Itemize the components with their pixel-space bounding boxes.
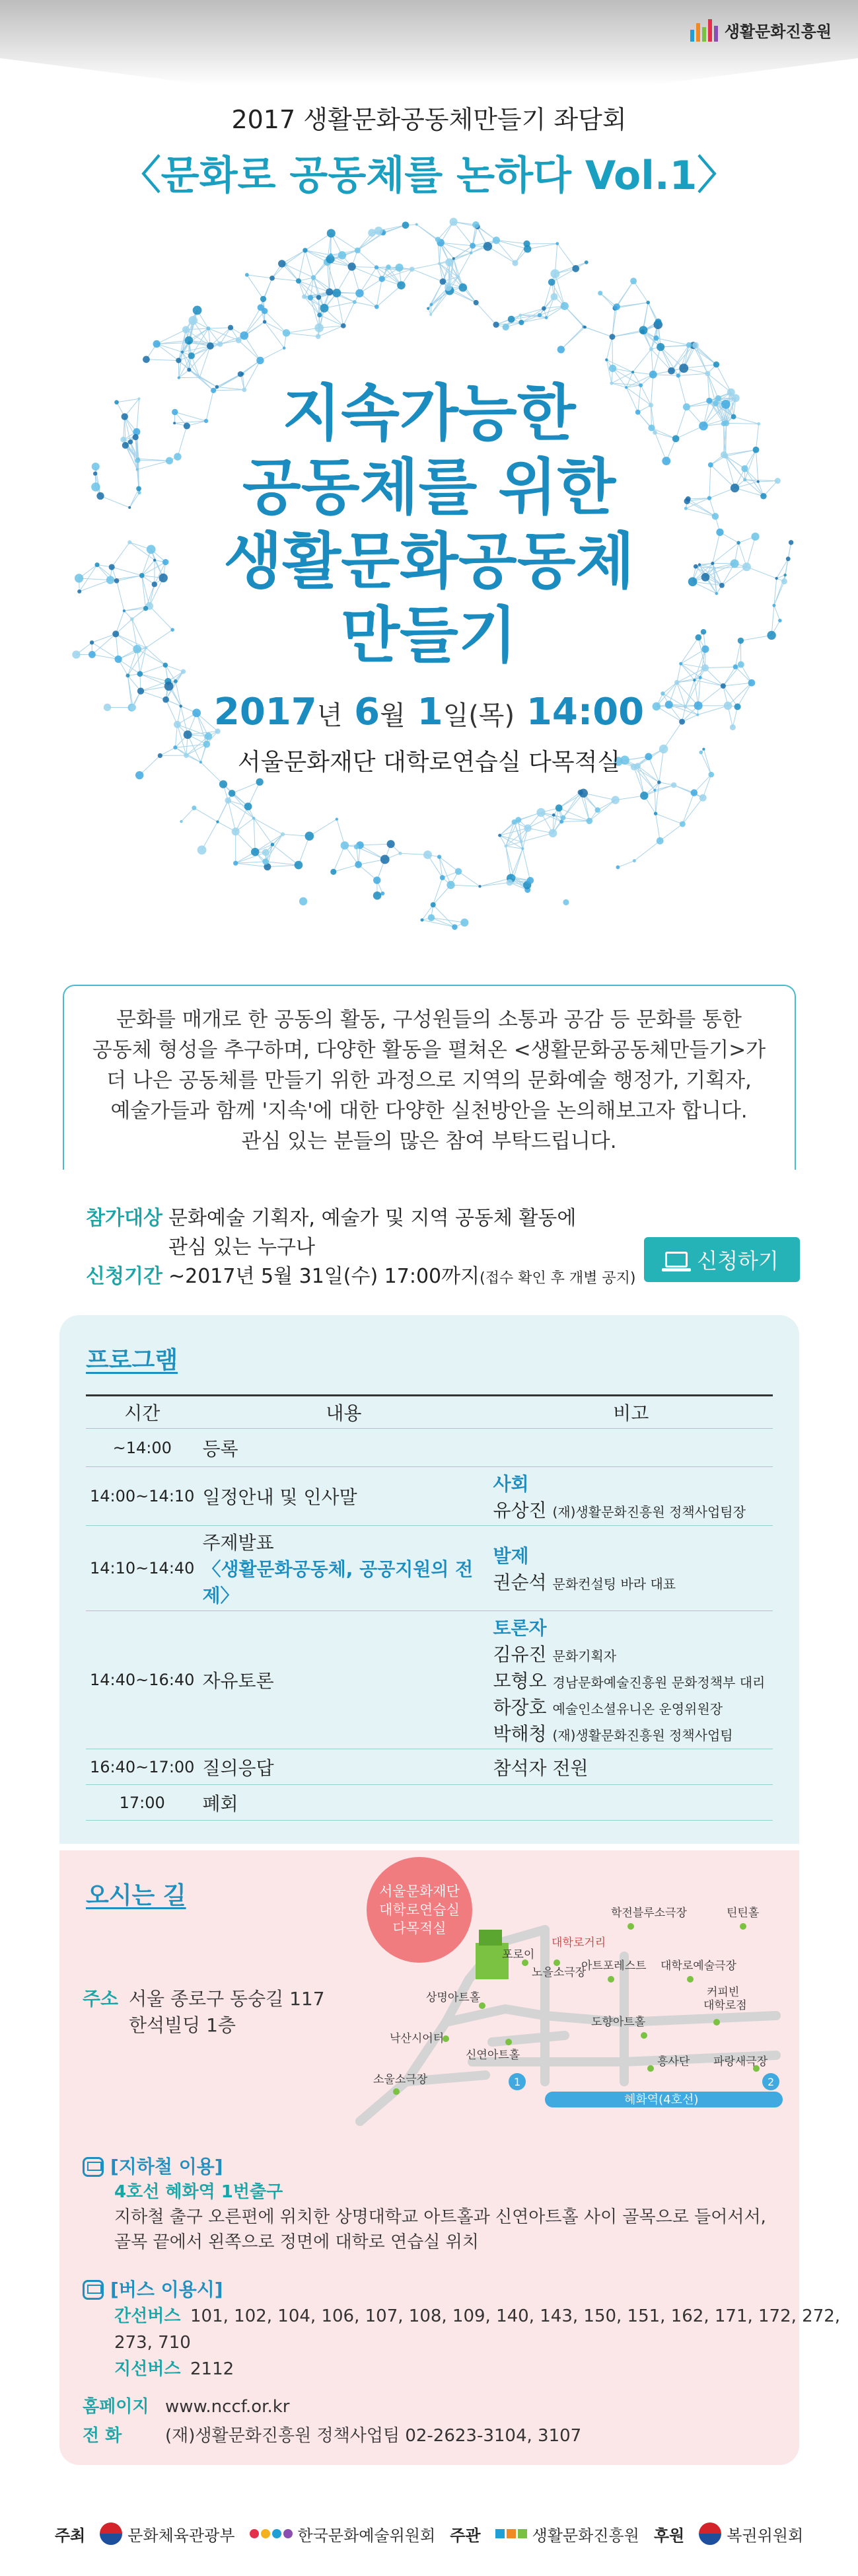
period-label: 신청기간 [86, 1265, 162, 1288]
organizer-org [495, 2522, 639, 2546]
subway-title: [지하철 이용] [110, 2156, 223, 2178]
host-org-2 [250, 2522, 436, 2546]
time-cell: 14:00~14:10 [86, 1467, 198, 1526]
bus-directions [83, 2277, 858, 2382]
address-line: 서울 종로구 동숭길 117 [129, 1988, 325, 2010]
phone-label: 전 화 [83, 2426, 122, 2446]
host-org: (재)생활문화진흥원 정책사업팀장 [552, 1504, 746, 1520]
program-title: 프로그램 [86, 1347, 178, 1374]
map-label: 신연아트홀 [466, 2049, 520, 2062]
note-cell: 참석자 전원 [489, 1749, 773, 1785]
table-row [86, 1749, 773, 1785]
content-cell: 등록 [198, 1429, 489, 1467]
table-row [86, 1526, 773, 1611]
panelist [493, 1693, 769, 1720]
subway-directions [83, 2154, 766, 2255]
map-label: 낙산시어터 [390, 2032, 445, 2045]
panelist-org: 경남문화예술진흥원 문화정책부 대리 [552, 1675, 766, 1690]
subway-icon [83, 2157, 104, 2177]
host-org-1-name: 문화체육관광부 [127, 2526, 235, 2545]
apply-button[interactable] [644, 1237, 800, 1282]
subway-desc: 골목 끝에서 왼쪽으로 정면에 대학로 연습실 위치 [114, 2232, 479, 2252]
exit-2-label: 2 [768, 2076, 775, 2088]
note-cell [489, 1467, 773, 1526]
intro-line: 더 나은 공동체를 만들기 위한 과정으로 지역의 문화예술 행정가, 기획자, [106, 1069, 752, 1092]
note-cell [489, 1785, 773, 1821]
time-cell: 17:00 [86, 1785, 198, 1821]
topic-title: 〈생활문화공동체, 공공지원의 전제〉 [202, 1558, 474, 1607]
panelist-org: 문화기획자 [552, 1648, 617, 1664]
note-cell [489, 1611, 773, 1749]
bus-trunk-label: 간선버스 [114, 2306, 181, 2326]
headline [0, 377, 858, 673]
apply-button-label: 신청하기 [697, 1249, 779, 1273]
taeguk-icon [699, 2522, 721, 2545]
period-note: (접수 확인 후 개별 공지) [480, 1270, 636, 1287]
directions-title: 오시는 길 [86, 1882, 186, 1909]
panelist-name: 박해청 [493, 1723, 547, 1745]
map-label: 대학로거리 [552, 1936, 606, 1950]
host-label: 주최 [54, 2526, 86, 2545]
exit-1-label: 1 [514, 2076, 521, 2088]
logo-icon [690, 19, 718, 42]
intro-line: 예술가들과 함께 '지속'에 대한 다양한 실천방안을 논의해보고자 합니다. [110, 1099, 748, 1123]
time-cell: 14:40~16:40 [86, 1611, 198, 1749]
panelist [493, 1640, 769, 1667]
content-cell [198, 1526, 489, 1611]
intro-line: 공동체 형성을 추구하며, 다양한 활동을 펼쳐온 <생활문화공동체만들기>가 [92, 1038, 766, 1062]
headline-line: 생활문화공동체 [223, 526, 635, 597]
panelist-name: 모형오 [493, 1670, 547, 1692]
badge-line: 서울문화재단 [379, 1883, 460, 1899]
column-header: 비고 [489, 1396, 773, 1429]
intro-text [0, 1004, 858, 1156]
table-row [86, 1429, 773, 1467]
intro-line: 관심 있는 분들의 많은 참여 부탁드립니다. [241, 1129, 617, 1153]
host-role: 사회 [493, 1473, 529, 1495]
host-org-2-name: 한국문화예술위원회 [297, 2526, 436, 2545]
target-value [168, 1204, 576, 1262]
badge-line: 다목적실 [392, 1920, 447, 1936]
date-day: 1 [417, 691, 443, 734]
event-subtitle: 2017 생활문화공동체만들기 좌담회 [231, 105, 627, 134]
target-label: 참가대상 [86, 1207, 162, 1230]
venue-badge [367, 1857, 472, 1963]
bus-branch-label: 지선버스 [114, 2359, 181, 2379]
content-cell: 질의응답 [198, 1749, 489, 1785]
bus-trunk-list: 101, 102, 104, 106, 107, 108, 109, 140, 143, 150, 151, 162, 171, 172, 272, 273, 710 [114, 2306, 841, 2353]
panelist-org: (재)생활문화진흥원 정책사업팀 [552, 1727, 733, 1743]
subway-desc: 지하철 출구 오른편에 위치한 상명대학교 아트홀과 신연아트홀 사이 골목으로 들어서서, [114, 2207, 766, 2227]
time-cell: 14:10~14:40 [86, 1526, 198, 1611]
panelist [493, 1720, 769, 1746]
period-text: ~2017년 5월 31일(수) 17:00까지 [168, 1265, 480, 1288]
content-cell: 일정안내 및 인사말 [198, 1467, 489, 1526]
table-row [86, 1785, 773, 1821]
sponsor-name: 복권위원회 [727, 2526, 804, 2545]
headline-line: 공동체를 위한 [242, 452, 616, 523]
date-time: 14:00 [526, 691, 645, 734]
map-label: 대학로예술극장 [661, 1959, 736, 1973]
table-row [86, 1467, 773, 1526]
period-value [168, 1262, 636, 1293]
content-text: 주제발표 [202, 1532, 274, 1554]
column-header: 내용 [198, 1396, 489, 1429]
bus-branch-list: 2112 [190, 2359, 234, 2379]
date-month: 6 [354, 691, 380, 734]
address [83, 1986, 325, 2039]
address-label: 주소 [83, 1988, 119, 2010]
homepage-label: 홈페이지 [83, 2397, 149, 2417]
date-month-unit: 월 [380, 701, 406, 731]
note-cell [489, 1526, 773, 1611]
contact-info [83, 2392, 581, 2450]
badge-line: 대학로연습실 [379, 1902, 460, 1918]
map-label: 상명아트홀 [426, 1991, 481, 2004]
headline-line: 지속가능한 [282, 378, 576, 449]
bus-title: [버스 이용시] [110, 2279, 223, 2300]
sponsor-org [699, 2522, 803, 2546]
table-row [86, 1611, 773, 1749]
intro-line: 문화를 매개로 한 공동의 활동, 구성원들의 소통과 공감 등 문화를 통한 [116, 1008, 742, 1032]
speaker-name: 권순석 [493, 1572, 547, 1593]
date-day-unit: 일(목) [443, 701, 515, 731]
address-line: 한석빌딩 1층 [129, 2014, 236, 2036]
map-label-station: 혜화역(4호선) [624, 2093, 699, 2107]
time-cell: ~14:00 [86, 1429, 198, 1467]
map-label: 틴틴홀 [727, 1907, 760, 1920]
content-cell: 폐회 [198, 1785, 489, 1821]
map-label: 도향아트홀 [591, 2016, 646, 2029]
headline-line: 만들기 [341, 600, 517, 671]
nccf-logo-icon [495, 2529, 527, 2538]
column-header: 시간 [86, 1396, 198, 1429]
arko-logo-icon [250, 2529, 293, 2538]
subway-line: 4호선 혜화역 1번출구 [114, 2182, 283, 2202]
bus-icon [83, 2280, 104, 2300]
registration-info [86, 1204, 636, 1293]
host-org-1 [100, 2522, 234, 2546]
speaker-org: 문화컨설팅 바라 대표 [552, 1576, 676, 1592]
map-label: 노을소극장 [532, 1966, 587, 1979]
time-cell: 16:40~17:00 [86, 1749, 198, 1785]
logo-text: 생활문화진흥원 [724, 22, 832, 41]
laptop-icon [665, 1252, 688, 1268]
organizer-name: 생활문화진흥원 [532, 2526, 639, 2545]
panelist [493, 1667, 769, 1693]
date-year: 2017 [213, 691, 317, 734]
speaker-role: 발제 [493, 1545, 529, 1567]
map-label: 파랑새극장 [713, 2055, 768, 2068]
date-year-unit: 년 [316, 701, 343, 731]
organizer-label: 주관 [450, 2526, 481, 2545]
map-label: 소울소극장 [373, 2073, 428, 2086]
phone-value: (재)생활문화진흥원 정책사업팀 02-2623-3104, 3107 [165, 2426, 582, 2446]
event-date [0, 691, 858, 734]
map-label: 대학로점 [703, 1999, 747, 2012]
event-venue: 서울문화재단 대학로연습실 다목적실 [237, 749, 621, 776]
map-label: 흥사단 [657, 2055, 690, 2068]
content-cell: 자유토론 [198, 1611, 489, 1749]
footer [0, 2491, 858, 2576]
target-value-line: 문화예술 기획자, 예술가 및 지역 공동체 활동에 [168, 1207, 577, 1230]
note-cell [489, 1429, 773, 1467]
panelist-name: 하장호 [493, 1696, 547, 1718]
program-table [86, 1394, 773, 1821]
panel-role: 토론자 [493, 1617, 547, 1639]
panelist-name: 김유진 [493, 1644, 547, 1665]
sponsor-label: 후원 [653, 2526, 685, 2545]
event-title: 〈문화로 공동체를 논하다 Vol.1〉 [121, 153, 737, 199]
taeguk-icon [100, 2522, 122, 2545]
map-label: 포로이 [502, 1948, 535, 1961]
target-value-line: 관심 있는 누구나 [168, 1236, 315, 1259]
top-banner [0, 0, 858, 86]
host-name: 유상진 [493, 1499, 547, 1521]
map-label: 커피빈 [707, 1986, 740, 1999]
map-label: 아트포레스트 [581, 1959, 647, 1973]
logo [690, 19, 832, 42]
homepage-link[interactable]: www.nccf.or.kr [165, 2397, 290, 2417]
panelist-org: 예술인소셜유니온 운영위원장 [552, 1701, 723, 1717]
map-label: 학전블루소극장 [611, 1907, 687, 1920]
